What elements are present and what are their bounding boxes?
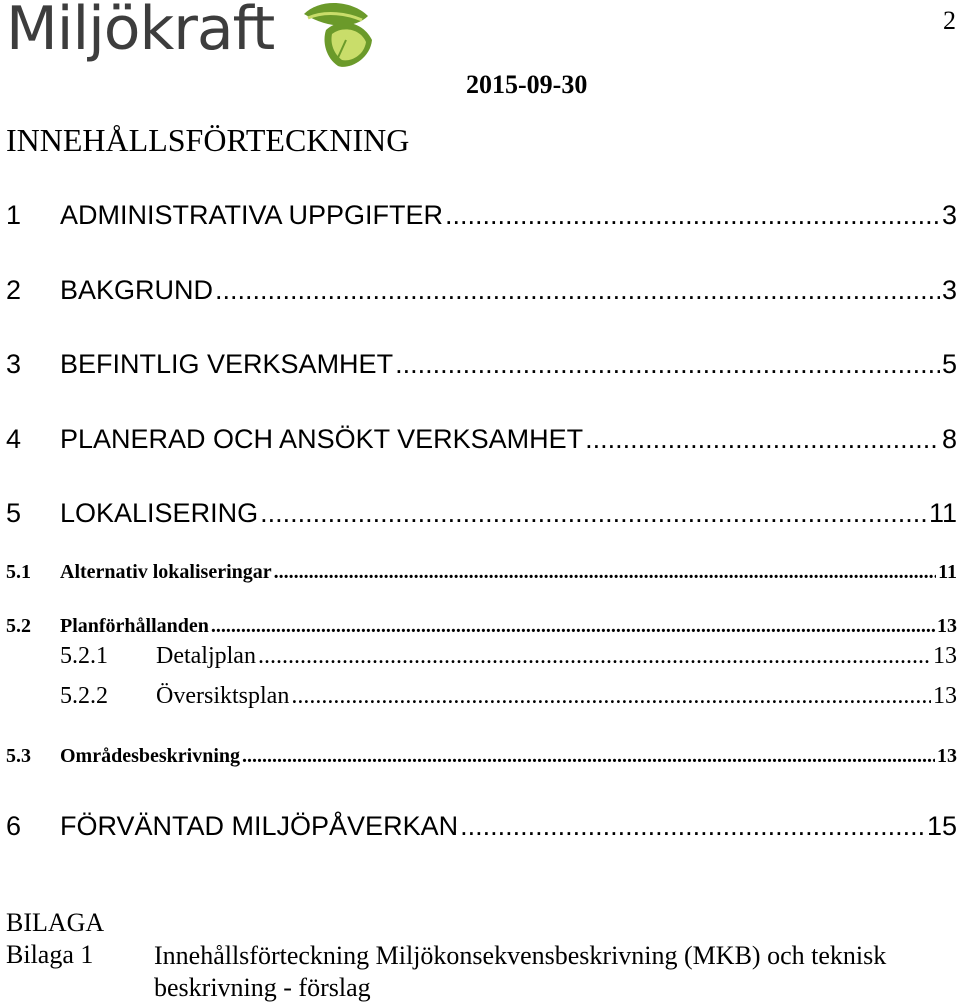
- toc-leader-dots: [211, 615, 935, 638]
- toc-entry-number: 5.3: [6, 745, 31, 767]
- toc-entry-page: 13: [937, 745, 957, 767]
- toc-entry-label: LOKALISERING: [60, 498, 259, 528]
- toc-entry[interactable]: [6, 200, 957, 231]
- toc-entry-label: Detaljplan: [156, 643, 256, 669]
- toc-entry-page: 5: [941, 349, 957, 379]
- toc-entry-label: FÖRVÄNTAD MILJÖPÅVERKAN: [60, 811, 459, 841]
- bilaga-item: [6, 940, 926, 1004]
- toc-entry-label: Planförhållanden: [60, 615, 209, 637]
- toc-leader-dots: [445, 200, 940, 231]
- page-number: 2: [943, 6, 956, 35]
- toc-subentry[interactable]: [6, 561, 957, 584]
- toc-entry-number: 5.2: [6, 615, 31, 637]
- toc-subsubentry[interactable]: [60, 683, 957, 710]
- toc-leader-dots: [215, 275, 940, 306]
- toc-entry-number: 5: [6, 498, 22, 528]
- toc-entry-label: Översiktsplan: [156, 683, 290, 709]
- toc-entry-number: 5.1: [6, 561, 31, 583]
- document-date: 2015-09-30: [466, 70, 588, 99]
- logo-text: Miljökraft: [6, 0, 275, 64]
- toc-subentry[interactable]: [6, 745, 957, 768]
- bilaga-label: Bilaga 1: [6, 940, 94, 969]
- toc-entry-page: 8: [941, 424, 957, 454]
- toc-leader-dots: [260, 498, 927, 529]
- toc-leader-dots: [274, 561, 936, 584]
- toc-entry-page: 11: [928, 498, 957, 528]
- toc-entry-page: 15: [926, 811, 957, 841]
- company-logo: [6, 0, 376, 72]
- toc-leader-dots: [242, 745, 935, 768]
- toc-entry-page: 3: [941, 200, 957, 230]
- toc-entry[interactable]: [6, 498, 957, 529]
- toc-entry-page: 13: [937, 615, 957, 637]
- leaf-icon: [286, 0, 376, 72]
- toc-subentry[interactable]: [6, 615, 957, 638]
- toc-leader-dots: [460, 811, 925, 842]
- toc-entry-page: 13: [933, 643, 957, 669]
- bilaga-description: Innehållsförteckning Miljökonsekvensbeskrivning (MKB) och teknisk beskrivning - förslag: [154, 941, 887, 1002]
- toc-entry-number: 4: [6, 424, 22, 454]
- toc-entry-number: 5.2.1: [60, 643, 108, 669]
- toc-entry-label: Alternativ lokaliseringar: [60, 561, 272, 583]
- toc-entry[interactable]: [6, 811, 957, 842]
- toc-entry-page: 13: [933, 683, 957, 709]
- toc-entry-page: 11: [938, 561, 957, 583]
- toc-entry-label: BAKGRUND: [60, 275, 214, 305]
- toc-entry[interactable]: [6, 275, 957, 306]
- toc-entry-label: Områdesbeskrivning: [60, 745, 241, 767]
- toc-entry[interactable]: [6, 349, 957, 380]
- toc-entry-number: 1: [6, 200, 22, 230]
- toc-entry-label: ADMINISTRATIVA UPPGIFTER: [60, 200, 444, 230]
- toc-leader-dots: [395, 349, 940, 380]
- toc-entry-number: 6: [6, 811, 22, 841]
- toc-leader-dots: [258, 643, 931, 670]
- toc-entry-number: 3: [6, 349, 22, 379]
- toc-leader-dots: [585, 424, 940, 455]
- toc-entry[interactable]: [6, 424, 957, 455]
- toc-leader-dots: [291, 683, 931, 710]
- toc-subsubentry[interactable]: [60, 643, 957, 670]
- toc-entry-label: BEFINTLIG VERKSAMHET: [60, 349, 394, 379]
- toc-entry-label: PLANERAD OCH ANSÖKT VERKSAMHET: [60, 424, 584, 454]
- toc-entry-number: 2: [6, 275, 22, 305]
- bilaga-heading: BILAGA: [6, 908, 105, 937]
- toc-entry-number: 5.2.2: [60, 683, 108, 709]
- toc-title: INNEHÅLLSFÖRTECKNING: [6, 122, 410, 158]
- toc-entry-page: 3: [941, 275, 957, 305]
